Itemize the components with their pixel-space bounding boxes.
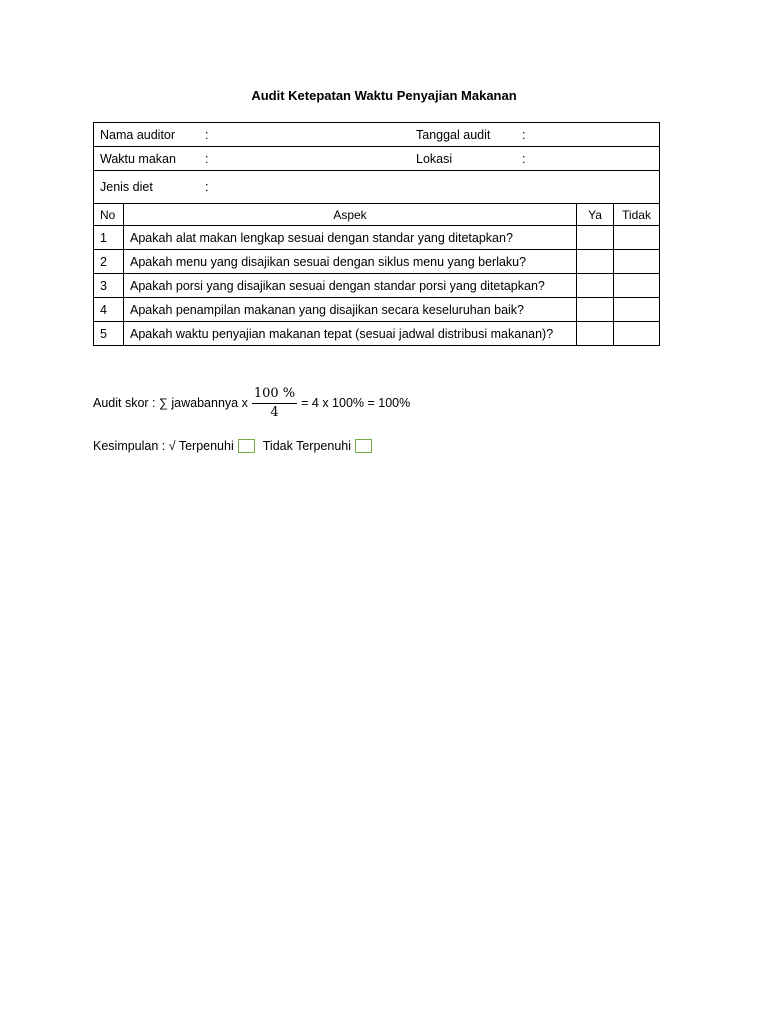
row-number: 4 (94, 298, 124, 322)
audit-table (93, 122, 660, 346)
ya-cell[interactable] (577, 322, 614, 346)
table-row (94, 298, 660, 322)
row-number: 3 (94, 274, 124, 298)
header-row-diet (94, 171, 660, 204)
row-aspek: Apakah waktu penyajian makanan tepat (sesuai jadwal distribusi makanan)? (124, 322, 577, 346)
fraction-denominator: 4 (270, 405, 279, 420)
terpenuhi-checkbox[interactable] (238, 439, 255, 453)
ya-cell[interactable] (577, 298, 614, 322)
score-result: = 4 x 100% = 100% (301, 396, 411, 410)
column-header-aspek: Aspek (124, 204, 577, 226)
tidak-terpenuhi-label: Tidak Terpenuhi (262, 439, 352, 453)
row-number: 5 (94, 322, 124, 346)
colon: : (522, 127, 526, 142)
label-nama-auditor: Nama auditor (100, 127, 176, 142)
fraction-numerator: 100 % (252, 386, 297, 404)
ya-cell[interactable] (577, 250, 614, 274)
row-aspek: Apakah penampilan makanan yang disajikan secara keseluruhan baik? (124, 298, 577, 322)
column-header-ya: Ya (577, 204, 614, 226)
conclusion-label: Kesimpulan : √ Terpenuhi (93, 439, 234, 453)
audit-score (93, 386, 410, 420)
tidak-cell[interactable] (614, 298, 660, 322)
tidak-cell[interactable] (614, 250, 660, 274)
label-tanggal-audit: Tanggal audit (416, 127, 491, 142)
table-row (94, 250, 660, 274)
tidak-cell[interactable] (614, 274, 660, 298)
column-header-no: No (94, 204, 124, 226)
column-header-row (94, 204, 660, 226)
row-aspek: Apakah porsi yang disajikan sesuai dengan standar porsi yang ditetapkan? (124, 274, 577, 298)
ya-cell[interactable] (577, 274, 614, 298)
colon: : (522, 151, 526, 166)
table-row (94, 226, 660, 250)
header-row-auditor (94, 123, 660, 147)
row-aspek: Apakah menu yang disajikan sesuai dengan siklus menu yang berlaku? (124, 250, 577, 274)
conclusion (93, 439, 380, 453)
tidak-cell[interactable] (614, 322, 660, 346)
colon: : (205, 180, 209, 194)
document-title: Audit Ketepatan Waktu Penyajian Makanan (251, 88, 517, 103)
table-row (94, 274, 660, 298)
table-row (94, 322, 660, 346)
label-lokasi: Lokasi (416, 151, 453, 166)
score-prefix: Audit skor : ∑ jawabannya x (93, 396, 248, 410)
header-row-waktu (94, 147, 660, 171)
colon: : (205, 127, 209, 142)
row-number: 2 (94, 250, 124, 274)
column-header-tidak: Tidak (614, 204, 660, 226)
row-aspek: Apakah alat makan lengkap sesuai dengan standar yang ditetapkan? (124, 226, 577, 250)
label-waktu-makan: Waktu makan (100, 151, 176, 166)
tidak-cell[interactable] (614, 226, 660, 250)
ya-cell[interactable] (577, 226, 614, 250)
tidak-terpenuhi-checkbox[interactable] (355, 439, 372, 453)
row-number: 1 (94, 226, 124, 250)
score-fraction (252, 386, 297, 420)
label-jenis-diet: Jenis diet (100, 180, 153, 194)
colon: : (205, 151, 209, 166)
